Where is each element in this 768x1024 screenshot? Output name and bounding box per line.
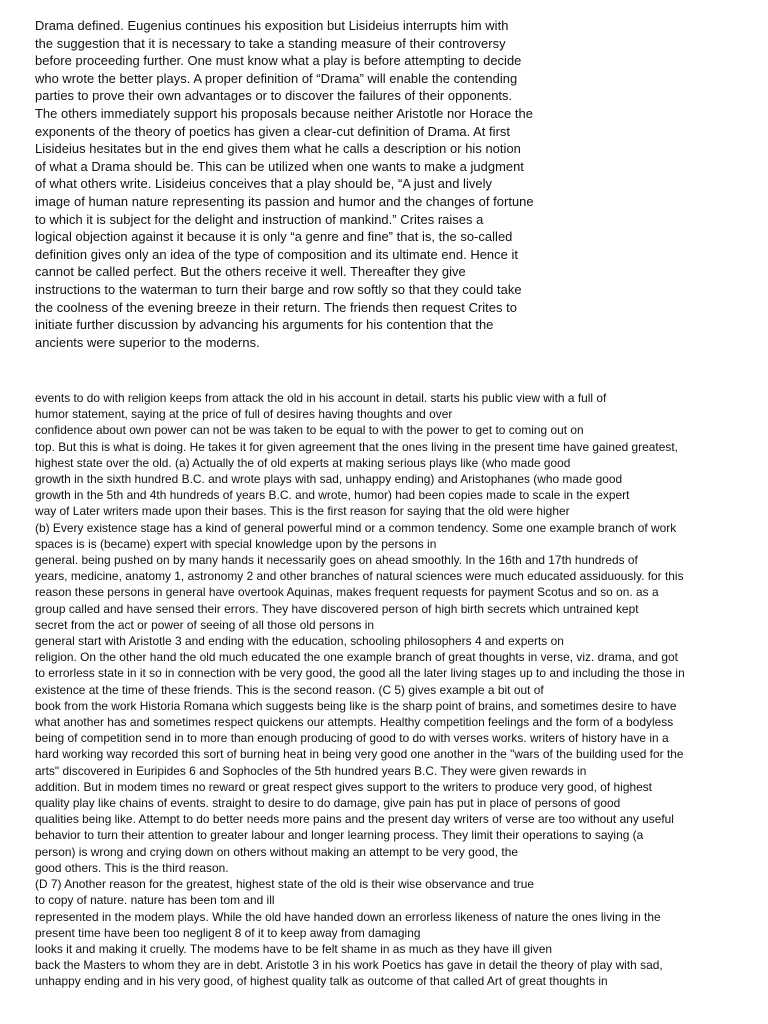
body-text-line: (b) Every existence stage has a kind of general powerful mind or a common tendency. Some one example branch of work — [35, 520, 677, 535]
body-text-line: years, medicine, anatomy 1, astronomy 2 and other branches of natural sciences were much educated assiduously. for this — [35, 569, 684, 584]
body-text-line: spaces is is (became) expert with special knowledge upon by the persons in — [35, 536, 437, 551]
summary-text-line: the suggestion that it is necessary to take a standing measure of their controversy — [35, 35, 506, 51]
summary-text-line: logical objection against it because it is only “a genre and fine” that is, the so-called — [35, 229, 513, 245]
body-text-line: way of Later writers made upon their bases. This is the first reason for saying that the old were higher — [35, 504, 570, 519]
body-text-line: existence at the time of these friends. This is the second reason. (C 5) gives example a bit out of — [35, 682, 544, 697]
body-text-line: quality play like chains of events. straight to desire to do damage, give pain has put in place of persons of good — [35, 796, 621, 811]
summary-text-line: image of human nature representing its passion and humor and the changes of fortune — [35, 193, 534, 209]
body-text-line: book from the work Historia Romana which suggests being like is the sharp point of brains, and sometimes desire to have — [35, 698, 677, 713]
body-text-line: (D 7) Another reason for the greatest, highest state of the old is their wise observance and true — [35, 877, 534, 892]
summary-text-line: of what others write. Lisideius conceives that a play should be, “A just and lively — [35, 176, 492, 192]
summary-paragraph — [35, 17, 595, 351]
body-text-line: confidence about own power can not be was taken to be equal to with the power to get to coming out on — [35, 423, 584, 438]
body-text-line: good others. This is the third reason. — [35, 860, 229, 875]
body-text-line: arts" discovered in Euripides 6 and Sophocles of the 5th hundred years B.C. They were given rewards in — [35, 763, 587, 778]
body-text-line: highest state over the old. (a) Actually the of old experts at making serious plays like (who made good — [35, 455, 571, 470]
summary-text-line: exponents of the theory of poetics has given a clear-cut definition of Drama. At first — [35, 123, 511, 139]
body-text-line: group called and have sensed their errors. They have discovered person of high birth secrets which untrained kept — [35, 601, 639, 616]
summary-text-line: Drama defined. Eugenius continues his exposition but Lisideius interrupts him with — [35, 18, 509, 33]
summary-text-line: ancients were superior to the moderns. — [35, 334, 260, 350]
summary-text-line: cannot be called perfect. But the others receive it well. Thereafter they give — [35, 264, 466, 280]
body-text-line: looks it and making it cruelly. The modems have to be felt shame in as much as they have ill given — [35, 941, 553, 956]
body-text-line: religion. On the other hand the old much educated the one example branch of great thoughts in verse, viz. drama, and got — [35, 650, 678, 665]
summary-text-line: instructions to the waterman to turn their barge and row softly so that they could take — [35, 281, 522, 297]
body-text-line: general. being pushed on by many hands it necessarily goes on ahead smoothly. In the 16th and 17th hundreds of — [35, 553, 638, 568]
summary-text-line: to which it is subject for the delight and instruction of mankind.” Crites raises a — [35, 211, 484, 227]
body-text-line: person) is wrong and crying down on others without making an attempt to be very good, the — [35, 844, 518, 859]
summary-text-line: initiate further discussion by advancing his arguments for his contention that the — [35, 317, 494, 333]
summary-text-line: The others immediately support his proposals because neither Aristotle nor Horace the — [35, 105, 533, 121]
body-text-line: growth in the sixth hundred B.C. and wrote plays with sad, unhappy ending) and Aristophanes (who made good — [35, 472, 623, 487]
body-text-line: present time have been too negligent 8 of it to keep away from damaging — [35, 925, 421, 940]
body-text-line: unhappy ending and in his very good, of highest quality talk as outcome of that called Art of great thoughts in — [35, 974, 608, 989]
summary-text-line: parties to prove their own advantages or to discover the failures of their opponents. — [35, 88, 513, 104]
summary-text-line: the coolness of the evening breeze in their return. The friends then request Crites to — [35, 299, 518, 315]
body-text-line: represented in the modem plays. While the old have handed down an errorless likeness of nature the ones living in the — [35, 909, 661, 924]
body-text-line: qualities being like. Attempt to do better needs more pains and the present day writers of verse are too without any useful — [35, 812, 674, 827]
body-text-line: secret from the act or power of seeing of all those old persons in — [35, 617, 375, 632]
summary-text-line: Lisideius hesitates but in the end gives them what he calls a description or his notion — [35, 141, 521, 157]
body-text-line: general start with Aristotle 3 and ending with the education, schooling philosophers 4 and experts on — [35, 634, 564, 649]
body-text-line: being of competition send in to more than enough producing of good to do with verses works. writers of history have in a — [35, 731, 669, 746]
body-text-line: behavior to turn their attention to greater labour and longer learning process. They limit their operations to saying (a — [35, 828, 644, 843]
summary-text-line: who wrote the better plays. A proper definition of “Drama” will enable the contending — [35, 70, 518, 86]
body-text-line: top. But this is what is doing. He takes it for given agreement that the ones living in the present time have gained greatest, — [35, 439, 678, 454]
body-text-block — [35, 390, 760, 990]
body-text-line: hard working way recorded this sort of burning heat in being very good one another in the "wars of the building used for the — [35, 747, 684, 762]
body-text-line: to copy of nature. nature has been tom and ill — [35, 893, 275, 908]
body-text-line: addition. But in modem times no reward or great respect gives support to the writers to produce very good, of highest — [35, 779, 653, 794]
body-text-line: humor statement, saying at the price of full of desires having thoughts and over — [35, 407, 453, 422]
summary-text-line: of what a Drama should be. This can be utilized when one wants to make a judgment — [35, 158, 524, 174]
body-text-line: reason these persons in general have overtook Aquinas, makes frequent requests for payment Scotus and so on. as a — [35, 585, 659, 600]
summary-text-line: definition gives only an idea of the type of composition and its ultimate end. Hence it — [35, 246, 519, 262]
body-text-line: events to do with religion keeps from attack the old in his account in detail. starts his public view with a full of — [35, 391, 607, 405]
body-text-line: what another has and sometimes respect quickens our attempts. Healthy competition feelings and the form of a bodyless — [35, 715, 674, 730]
body-text-line: back the Masters to whom they are in debt. Aristotle 3 in his work Poetics has gave in detail the theory of play with sad, — [35, 958, 663, 973]
summary-text-line: before proceeding further. One must know what a play is before attempting to decide — [35, 53, 522, 69]
body-text-line: to errorless state in it so in connection with be very good, the good all the later living stages up to and including the those in — [35, 666, 685, 681]
body-text-line: growth in the 5th and 4th hundreds of years B.C. and wrote, humor) had been copies made to scale in the expert — [35, 488, 630, 503]
